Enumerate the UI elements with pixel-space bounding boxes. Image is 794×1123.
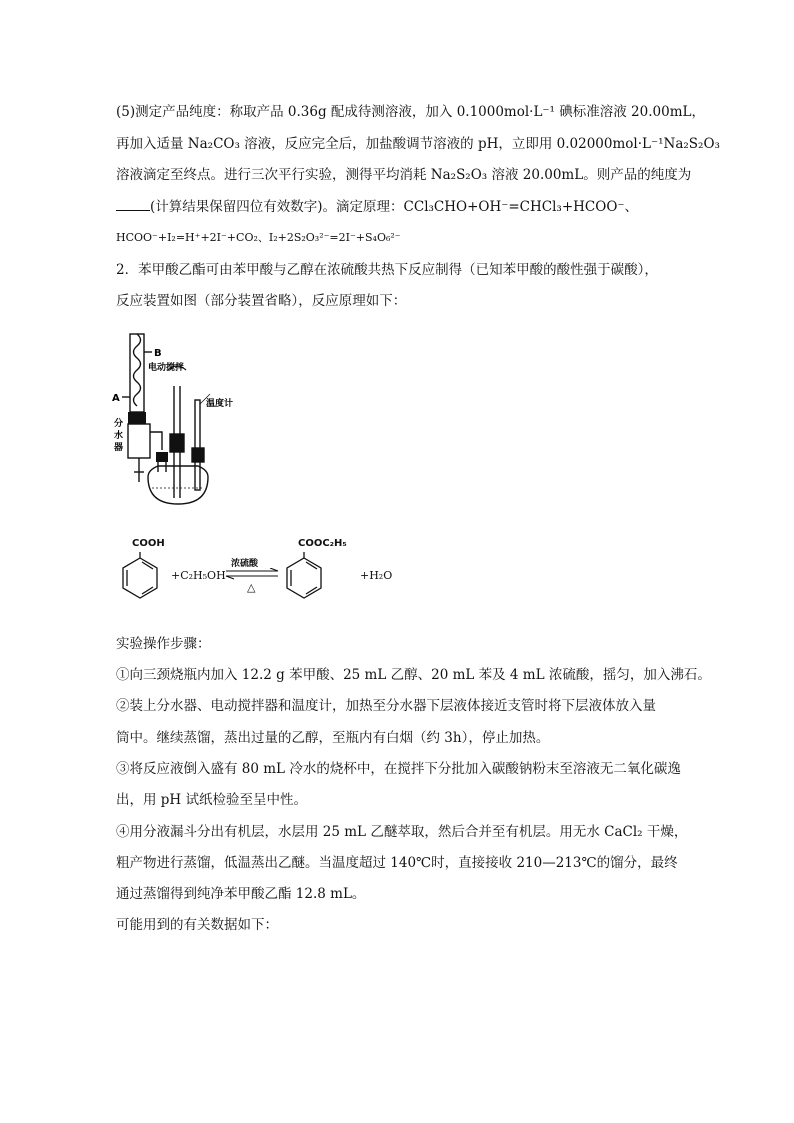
reactant-group: COOH [132, 538, 165, 549]
step-4-line-3: 通过蒸馏得到纯净苯甲酸乙酯 12.8 mL。 [116, 886, 366, 902]
three-neck-flask [148, 466, 208, 504]
step-3-line-2: 出，用 pH 试纸检验至呈中性。 [116, 792, 307, 808]
heat-condition: △ [247, 581, 256, 594]
ethanol-reagent: +C₂H₅OH [171, 569, 226, 582]
label-separator: 分水器 [114, 419, 124, 453]
reaction-equation [112, 534, 412, 604]
step-2-line-2: 筒中。继续蒸馏，蒸出过量的乙醇，至瓶内有白烟（约 3h），停止加热。 [116, 730, 550, 746]
water-byproduct: +H₂O [360, 569, 393, 582]
step-4-line-2: 粗产物进行蒸馏，低温蒸出乙醚。当温度超过 140℃时，直接接收 210—213℃的馏分，最终 [116, 855, 678, 871]
q5-line-3: 溶液滴定至终点。进行三次平行实验，测得平均消耗 Na₂S₂O₃ 溶液 20.00mL。则产品的纯度为 [116, 167, 692, 183]
q2-line-2: 反应装置如图（部分装置省略），反应原理如下： [116, 293, 407, 309]
step-1: ①向三颈烧瓶内加入 12.2 g 苯甲酸、25 mL 乙醇、20 mL 苯及 4 mL 浓硫酸，摇匀，加入沸石。 [116, 667, 711, 683]
steps-title: 实验操作步骤： [116, 636, 211, 652]
label-thermometer: 温度计 [206, 399, 234, 409]
reversible-arrow [224, 568, 280, 580]
label-stirrer: 电动搅拌 [148, 363, 185, 373]
q5-line-2: 再加入适量 Na₂CO₃ 溶液，反应完全后，加盐酸调节溶液的 pH，立即用 0.02000mol·L⁻¹Na₂S₂O₃ [116, 136, 720, 152]
label-b: B [154, 348, 162, 359]
step-2-line-1: ②装上分水器、电动搅拌器和温度计，加热至分水器下层液体接近支管时将下层液体放入量 [116, 698, 656, 714]
catalyst-label: 浓硫酸 [231, 559, 259, 569]
benzene-ring-product [284, 552, 324, 600]
q5-line-4 [116, 198, 638, 216]
condenser-coil [134, 334, 141, 406]
q5-line-5: HCOO⁻+I₂=H⁺+2I⁻+CO₂、I₂+2S₂O₃²⁻=2I⁻+S₄O₆²⁻ [116, 231, 401, 244]
q5-line-1: (5)测定产品纯度：称取产品 0.36g 配成待测溶液，加入 0.1000mol·L⁻¹ 碘标准溶液 20.00mL， [116, 104, 705, 120]
apparatus-diagram [110, 322, 250, 512]
water-separator [128, 424, 150, 458]
thermometer [195, 400, 200, 490]
benzene-ring-reactant [120, 552, 160, 600]
step-3-line-1: ③将反应液倒入盛有 80 mL 冷水的烧杯中，在搅拌下分批加入碳酸钠粉末至溶液无二氧化碳逸 [116, 761, 681, 777]
step-4-line-1: ④用分液漏斗分出有机层，水层用 25 mL 乙醚萃取，然后合并至有机层。用无水 CaCl₂ 干燥， [116, 824, 688, 840]
product-group: COOC₂H₅ [298, 538, 347, 549]
data-intro: 可能用到的有关数据如下： [116, 917, 278, 933]
q5-line-4-text: (计算结果保留四位有效数字)。滴定原理：CCl₃CHO+OH⁻=CHCl₃+HCOO⁻、 [150, 199, 639, 215]
answer-blank[interactable] [116, 198, 150, 211]
q2-line-1: 2．苯甲酸乙酯可由苯甲酸与乙醇在浓硫酸共热下反应制得（已知苯甲酸的酸性强于碳酸）， [116, 262, 658, 278]
label-a: A [112, 393, 120, 404]
